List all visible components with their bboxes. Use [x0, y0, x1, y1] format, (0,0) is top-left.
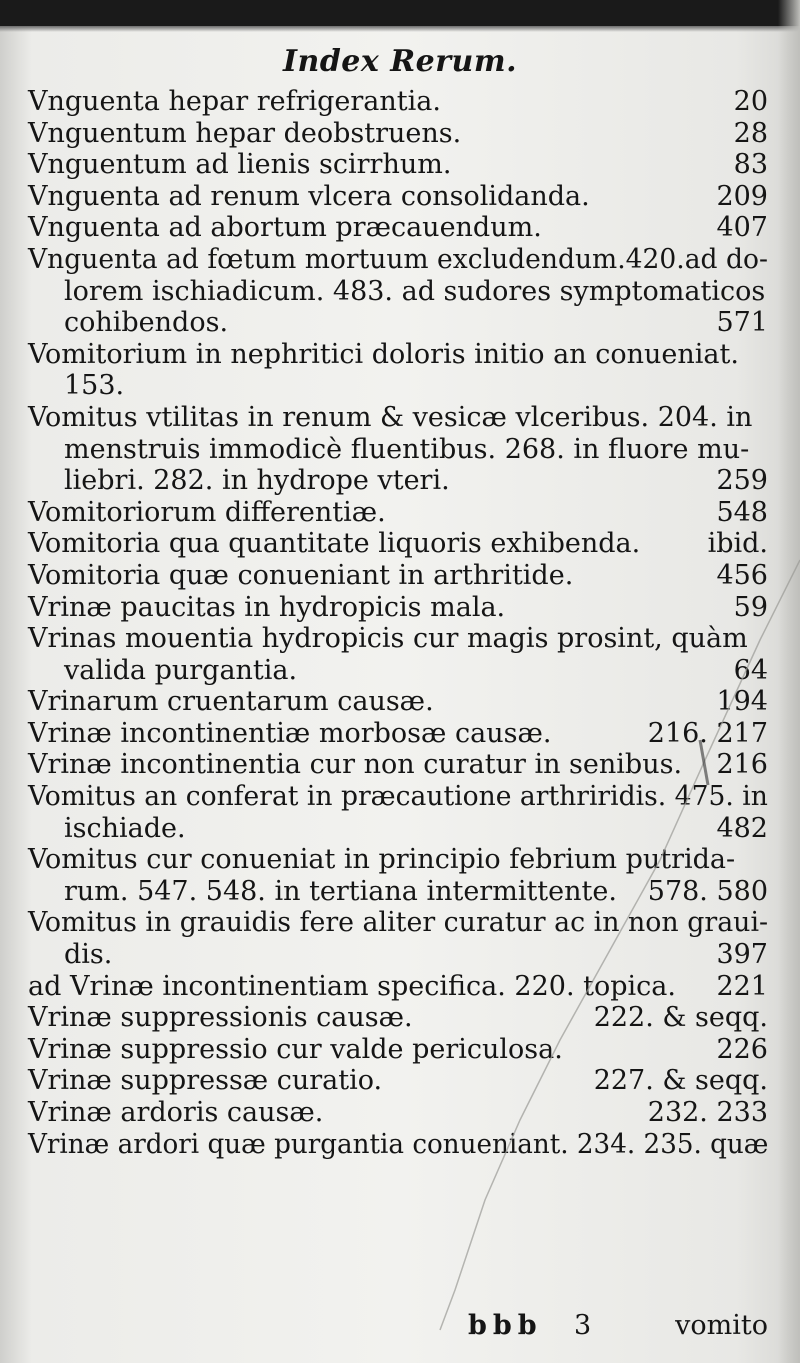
index-entry [28, 118, 768, 150]
index-entry [28, 718, 768, 750]
index-entry-continuation [28, 276, 768, 308]
entry-page-number: 482 [716, 812, 768, 844]
entry-text: Vomitus cur conueniat in principio febrium putrida- [28, 844, 736, 876]
entry-page-number: 571 [716, 307, 768, 339]
entry-text: Vomitoria qua quantitate liquoris exhibenda. [28, 528, 641, 560]
entry-page-number: 209 [716, 180, 768, 212]
index-entry [28, 686, 768, 718]
index-entry [28, 1002, 768, 1034]
entry-text: Vomitorium in nephritici doloris initio an conueniat. [28, 338, 739, 370]
index-entry [28, 623, 768, 655]
entry-page-number: 407 [716, 212, 768, 244]
entry-text: Vnguentum hepar deobstruens. [28, 117, 462, 149]
entry-page-number: 194 [716, 686, 768, 718]
entry-page-number: 83 [733, 149, 768, 181]
entry-text: cohibendos. [64, 307, 229, 339]
entry-page-number: 216 [716, 749, 768, 781]
signature-number: 3 [574, 1310, 592, 1341]
running-header: Index Rerum. [282, 44, 518, 79]
index-entry [28, 749, 768, 781]
index-entry-continuation [28, 370, 768, 402]
entry-page-number: 232. 233 [647, 1097, 768, 1128]
index-entry [28, 781, 768, 813]
entry-text: Vnguenta hepar refrigerantia. [28, 86, 441, 117]
entry-text: Vrinæ paucitas in hydropicis mala. [28, 591, 506, 623]
index-entry [28, 1097, 768, 1129]
index-entry [28, 1065, 768, 1097]
entry-page-number: ibid. [707, 528, 768, 560]
index-entry [28, 497, 768, 529]
page-footer [0, 1310, 800, 1350]
entry-text: Vomitoriorum differentiæ. [28, 496, 386, 528]
entry-text: rum. 547. 548. in tertiana intermittente. [64, 875, 617, 907]
entry-text: dis. [64, 939, 113, 971]
index-entry [28, 592, 768, 624]
entry-text: Vrinæ suppressio cur valde periculosa. [28, 1033, 563, 1065]
entry-text: ad Vrinæ incontinentiam specifica. 220. topica. [28, 970, 676, 1002]
entry-page-number: 397 [716, 939, 768, 971]
index-entry-continuation [28, 434, 768, 466]
index-entries [28, 86, 768, 1160]
entry-text: Vrinæ ardoris causæ. [28, 1097, 324, 1128]
entry-text: Vrinarum cruentarum causæ. [28, 686, 434, 718]
entry-page-number: 226 [716, 1033, 768, 1065]
entry-text: Vomitus vtilitas in renum & vesicæ vlceribus. 204. in [28, 401, 753, 433]
index-entry [28, 212, 768, 244]
entry-text: valida purgantia. [64, 654, 298, 686]
index-entry-continuation [28, 813, 768, 845]
entry-text: Vrinas mouentia hydropicis cur magis prosint, quàm [28, 623, 748, 655]
index-entry [28, 244, 768, 276]
entry-page-number: 548 [716, 496, 768, 528]
index-entry [28, 149, 768, 181]
entry-page-number: 222. & seqq. [593, 1002, 768, 1034]
entry-page-number: 59 [733, 591, 768, 623]
entry-page-number: 28 [733, 117, 768, 149]
entry-text: 153. [64, 370, 125, 402]
index-entry [28, 339, 768, 371]
entry-text: Vrinæ suppressionis causæ. [28, 1002, 413, 1034]
index-entry [28, 1129, 768, 1161]
index-entry [28, 528, 768, 560]
index-entry [28, 907, 768, 939]
index-entry [28, 181, 768, 213]
entry-text: Vomitus an conferat in præcautione arthriridis. 475. in [28, 781, 768, 813]
index-entry-continuation [28, 307, 768, 339]
page-edge-shadow [778, 0, 800, 1363]
entry-text: liebri. 282. in hydrope vteri. [64, 465, 450, 497]
entry-text: Vrinæ suppressæ curatio. [28, 1065, 383, 1097]
index-entry-continuation [28, 465, 768, 497]
entry-page-number: 216. 217 [647, 717, 768, 749]
entry-text: Vomitoria quæ conueniant in arthritide. [28, 559, 574, 591]
entry-page-number: 20 [733, 86, 768, 117]
entry-text: menstruis immodicè fluentibus. 268. in fluore mu- [64, 433, 750, 465]
entry-text: ischiade. [64, 812, 186, 844]
scan-top-shadow [0, 0, 800, 26]
entry-page-number: 64 [733, 654, 768, 686]
entry-text: Vnguenta ad renum vlcera consolidanda. [28, 180, 590, 212]
signature-mark: bbb [468, 1310, 543, 1341]
entry-page-number: 456 [716, 559, 768, 591]
catchword: vomito [675, 1310, 768, 1341]
entry-page-number: 578. 580 [647, 875, 768, 907]
index-entry [28, 402, 768, 434]
index-entry [28, 86, 768, 118]
index-entry-continuation [28, 655, 768, 687]
index-entry-continuation [28, 939, 768, 971]
index-entry [28, 560, 768, 592]
entry-text: lorem ischiadicum. 483. ad sudores symptomaticos [64, 275, 766, 307]
index-entry [28, 971, 768, 1003]
entry-text: Vrinæ incontinentia cur non curatur in senibus. [28, 749, 683, 781]
entry-text: Vrinæ ardori quæ purgantia conueniant. 234. 235. quæ [28, 1128, 769, 1160]
entry-text: Vomitus in grauidis fere aliter curatur ac in non graui- [28, 907, 769, 939]
index-entry [28, 1034, 768, 1066]
entry-text: Vrinæ incontinentiæ morbosæ causæ. [28, 717, 552, 749]
entry-text: Vnguenta ad fœtum mortuum excludendum.420.ad do- [28, 243, 768, 275]
entry-page-number: 227. & seqq. [593, 1065, 768, 1097]
entry-page-number: 259 [716, 465, 768, 497]
entry-text: Vnguenta ad abortum præcauendum. [28, 212, 542, 244]
entry-text: Vnguentum ad lienis scirrhum. [28, 149, 452, 181]
index-entry-continuation [28, 876, 768, 908]
index-entry [28, 844, 768, 876]
entry-page-number: 221 [716, 970, 768, 1002]
